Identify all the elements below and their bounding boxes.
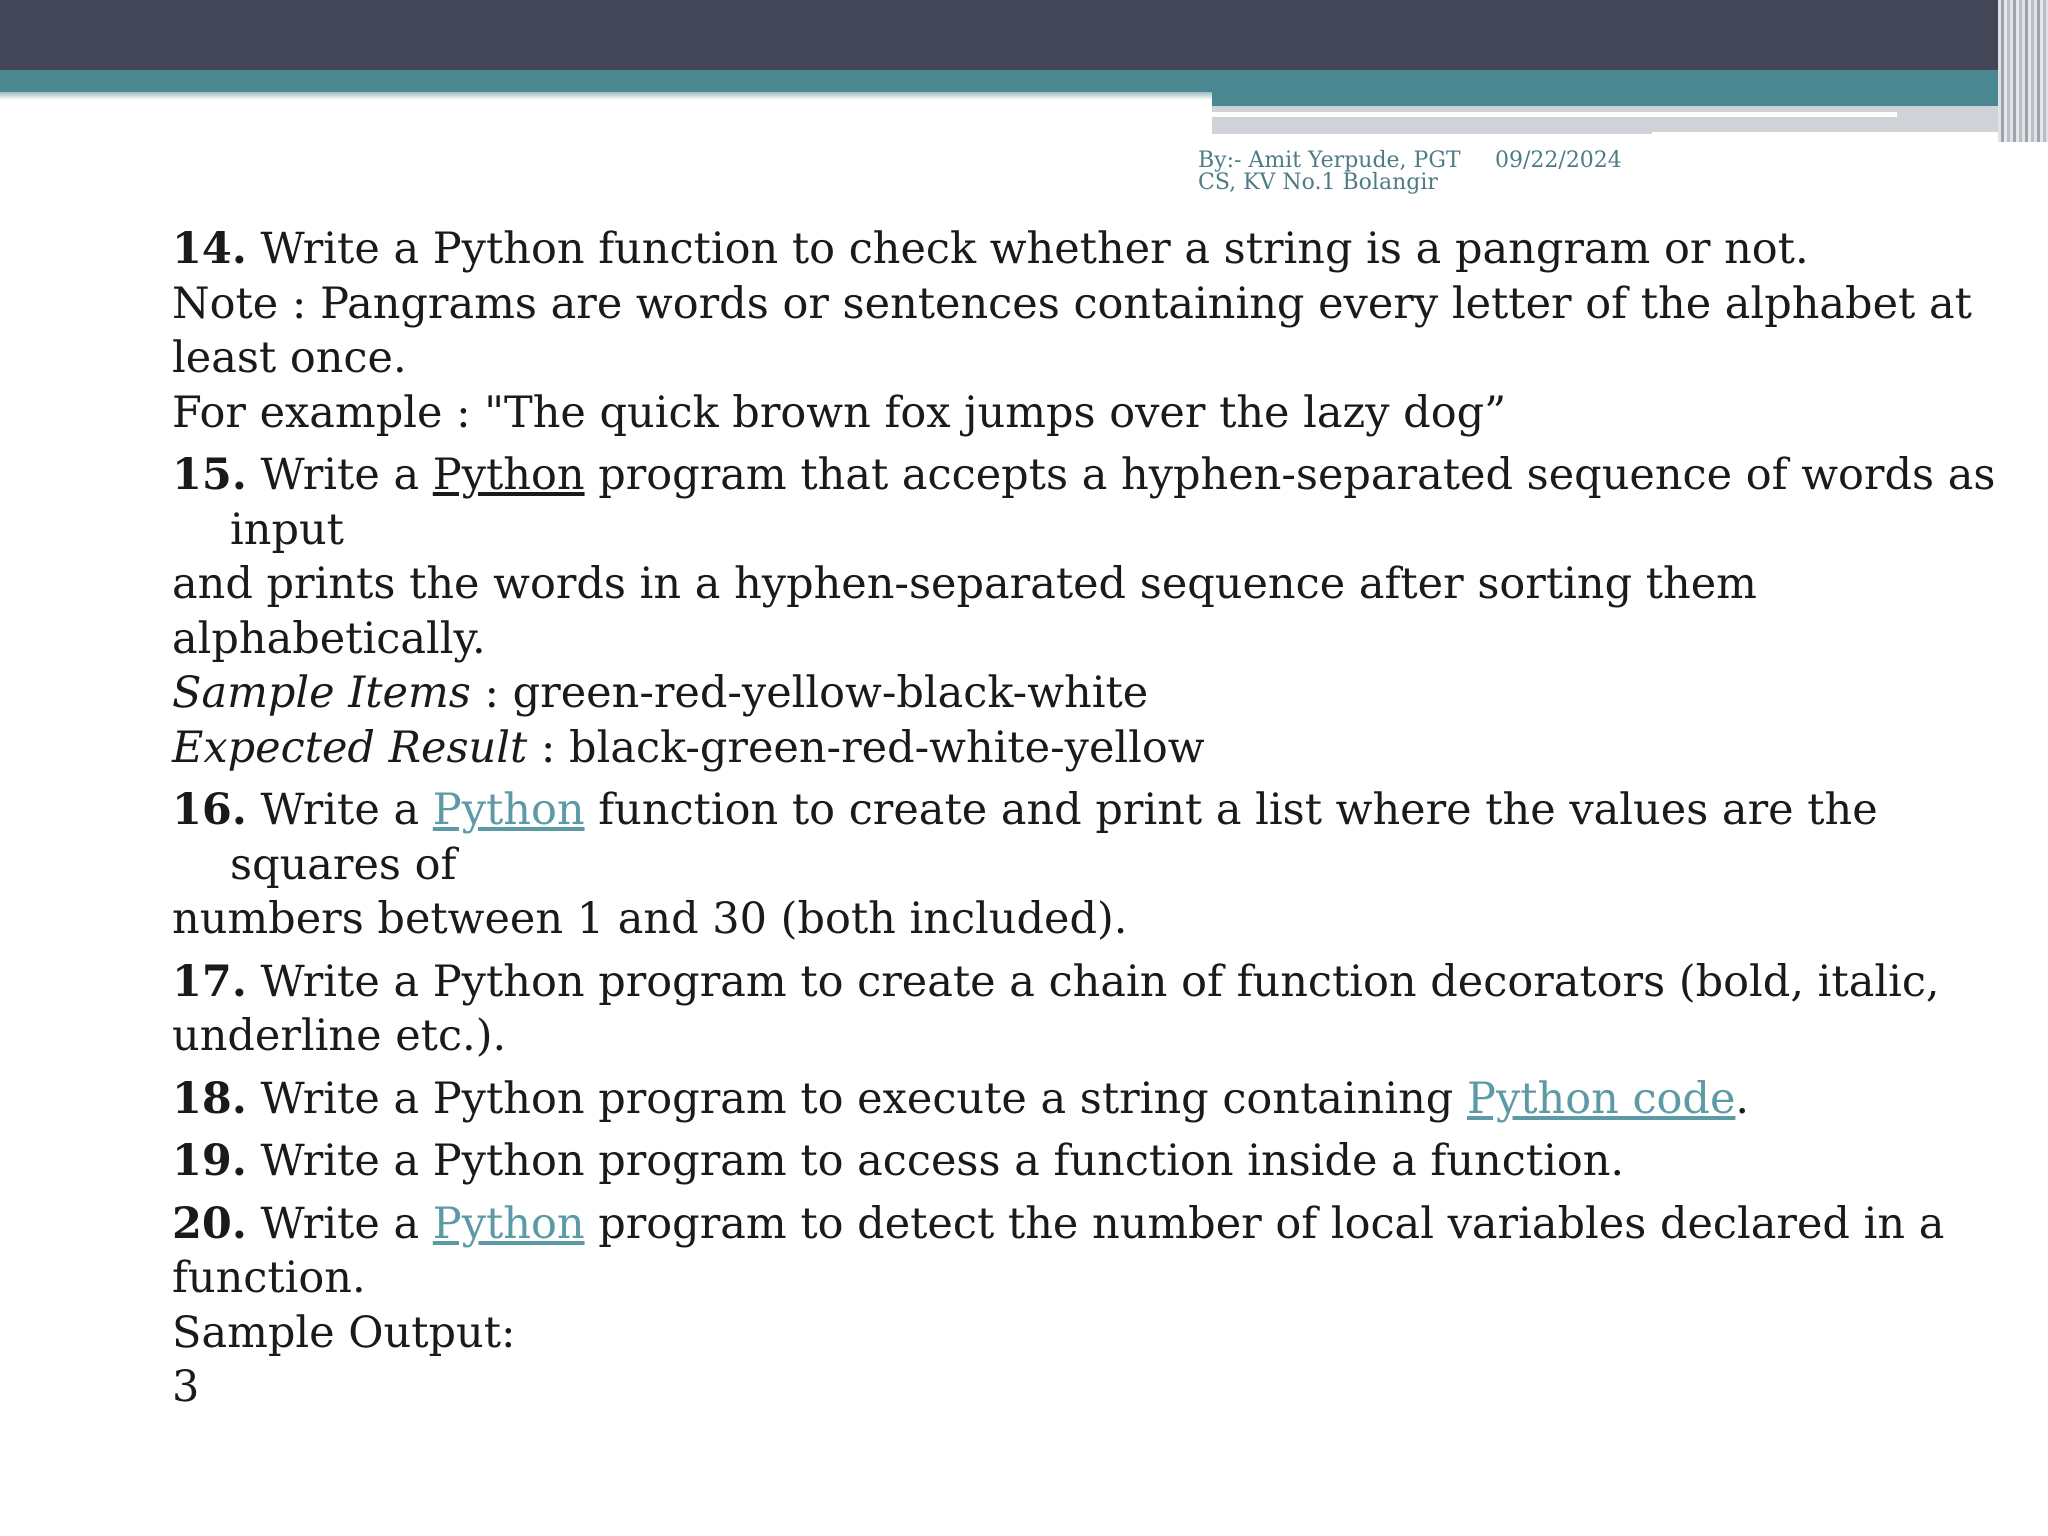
slide-header-bar [0,0,2048,70]
question-line [172,1197,2002,1252]
question-number: 18. [172,1073,247,1124]
question-text: Write a Python program to create a chain of function decorators (bold, italic, [246,956,1940,1007]
sample-items-value: : green-red-yellow-black-white [470,668,1149,718]
sample-items-label: Sample Items [172,668,471,718]
teal-accent-band [0,70,1220,92]
question-text: alphabetically. [172,613,486,664]
author-line-1: By:- Amit Yerpude, PGT [1198,148,1461,173]
question-line [172,222,2002,277]
question-text: function to create and print a list where the values are the squares of [230,785,1878,890]
question-number: 17. [172,956,247,1007]
sample-items-line [172,666,2002,721]
question-line [172,1134,2002,1189]
sample-output-label: Sample Output: [172,1307,516,1358]
question-text: numbers between 1 and 30 (both included). [172,894,1128,944]
question-text: function. [172,1253,366,1303]
question-note: Note : Pangrams are words or sentences containing every letter of the alphabet at [172,278,1972,329]
question-note: least once. [172,333,407,383]
question-text: Write a [246,450,433,500]
question-text: Write a [246,1198,433,1249]
accent-line [1652,132,2007,138]
edge-stripes-decoration [1998,0,2048,142]
gray-accent-strip [1212,106,2012,134]
question-18 [172,1072,2002,1127]
question-line [172,448,2002,557]
python-link[interactable]: Python [432,450,585,500]
author-credit [1198,150,1461,194]
expected-result-label: Expected Result [172,722,528,773]
question-text: program that accepts a hyphen-separated sequence of words as input [230,450,1996,555]
expected-result-value: : black-green-red-white-yellow [527,722,1205,773]
question-line [172,955,2002,1010]
teal-band-shadow [0,92,1220,100]
question-number: 19. [172,1136,247,1186]
python-link[interactable]: Python [432,785,585,835]
question-20 [172,1197,2002,1415]
question-text: and prints the words in a hyphen-separated sequence after sorting them [172,559,1757,609]
question-text: Write a Python program to execute a string containing [246,1073,1468,1124]
question-text: Write a Python program to access a function inside a function. [246,1136,1625,1186]
python-code-link[interactable]: Python code [1467,1073,1736,1124]
question-number: 14. [172,224,247,274]
question-text: Write a [246,785,433,835]
question-example: For example : "The quick brown fox jumps over the lazy dog” [172,387,1507,438]
question-text: Write a Python function to check whether a string is a pangram or not. [246,224,1809,274]
question-line [172,783,2002,892]
question-number: 16. [172,785,247,835]
question-line [172,1072,2002,1127]
sample-output-value: 3 [172,1362,200,1412]
expected-result-line [172,721,2002,776]
slide-date: 09/22/2024 [1495,148,1622,173]
question-16 [172,783,2002,947]
teal-accent-band-right [1212,70,2012,106]
question-number: 20. [172,1198,247,1249]
accent-line [1212,112,1897,117]
question-14 [172,222,2002,440]
question-text: . [1735,1073,1750,1124]
question-number: 15. [172,450,247,500]
python-link[interactable]: Python [432,1198,585,1249]
question-19 [172,1134,2002,1189]
question-text: program to detect the number of local variables declared in a [584,1198,1945,1249]
author-line-2: CS, KV No.1 Bolangir [1198,170,1438,195]
question-list [172,222,2002,1423]
question-text: underline etc.). [172,1011,507,1061]
question-17 [172,955,2002,1064]
question-15 [172,448,2002,775]
